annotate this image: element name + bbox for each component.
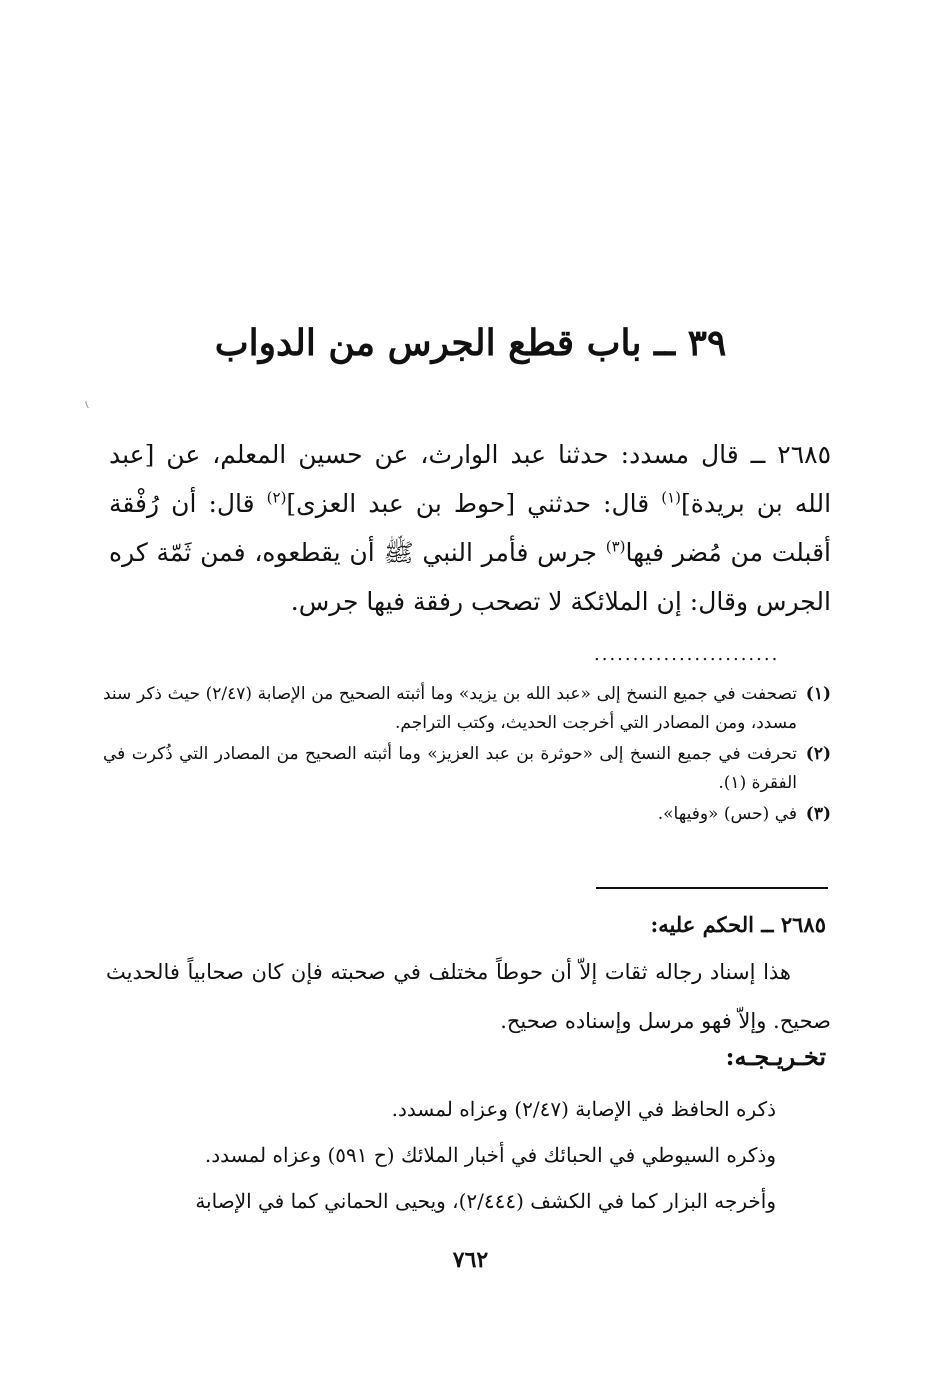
footnote-ref-3: (٣) — [605, 537, 626, 556]
footnote-ref-1: (١) — [661, 488, 682, 507]
footnote-ref-2: (٢) — [266, 488, 287, 507]
scan-speck — [85, 399, 92, 408]
hadith-part-4: جرس فأمر النبي ﷺ أن يقطعوه، فمن ثَمّة كره الجرس وقال: إن الملائكة لا تصحب رفقة فيها جرس. — [109, 538, 831, 616]
footnote-number: (٢) — [805, 744, 831, 764]
ruling-heading: ٢٦٨٥ ــ الحكم عليه: — [650, 912, 826, 937]
hadith-text — [109, 430, 831, 626]
ruling-text: هذا إسناد رجاله ثقات إلاّ أن حوطاً مختلف في صحبته فإن كان صحابياً فالحديث صحيح. وإلاّ فهو مرسل وإسناده صحيح. — [106, 960, 831, 1033]
takhrij-heading: تخـريـجـه: — [725, 1042, 826, 1071]
hadith-part-2: قال: حدثني [حوط بن عبد العزى] — [286, 489, 662, 518]
takhrij-line: وذكره السيوطي في الحبائك في أخبار الملائك (ح ٥٩١) وعزاه لمسدد. — [204, 1143, 776, 1167]
takhrij-section — [101, 1086, 831, 1224]
footnote-text: تحرفت في جميع النسخ إلى «حوثرة بن عبد العزيز» وما أثبته الصحيح من المصادر التي ذُكرت في الفقرة (١). — [103, 744, 797, 793]
footnotes — [103, 680, 831, 831]
footnote-separator: ........................ — [594, 644, 780, 665]
section-divider — [596, 887, 828, 889]
footnote-1 — [103, 680, 831, 738]
hadith-number: ٢٦٨٥ — [777, 440, 831, 469]
page-number: ٧٦٢ — [452, 1247, 489, 1273]
footnote-text: تصحفت في جميع النسخ إلى «عبد الله بن يزيد» وما أثبته الصحيح من الإصابة (٢/٤٧) حيث ذكر سند مسدد، ومن المصادر التي أخرجت الحديث، وكتب التراجم. — [103, 684, 797, 733]
footnote-3 — [103, 800, 831, 829]
chapter-title: ٣٩ ــ باب قطع الجرس من الدواب — [214, 322, 727, 365]
footnote-text: في (حس) «وفيها». — [657, 804, 797, 824]
hadith-part-1: ــ قال مسدد: حدثنا عبد الوارث، عن حسين المعلم، عن [عبد الله بن بريدة] — [109, 440, 832, 518]
footnote-2 — [103, 740, 831, 798]
takhrij-line: ذكره الحافظ في الإصابة (٢/٤٧) وعزاه لمسدد. — [391, 1097, 776, 1121]
takhrij-line: وأخرجه البزار كما في الكشف (٢/٤٤٤)، ويحيى الحماني كما في الإصابة — [195, 1189, 776, 1213]
footnote-number: (١) — [805, 684, 831, 704]
footnote-number: (٣) — [805, 804, 831, 824]
hadith-part-3: قال: أن رُفْقة أقبلت من مُضر فيها — [109, 489, 831, 567]
